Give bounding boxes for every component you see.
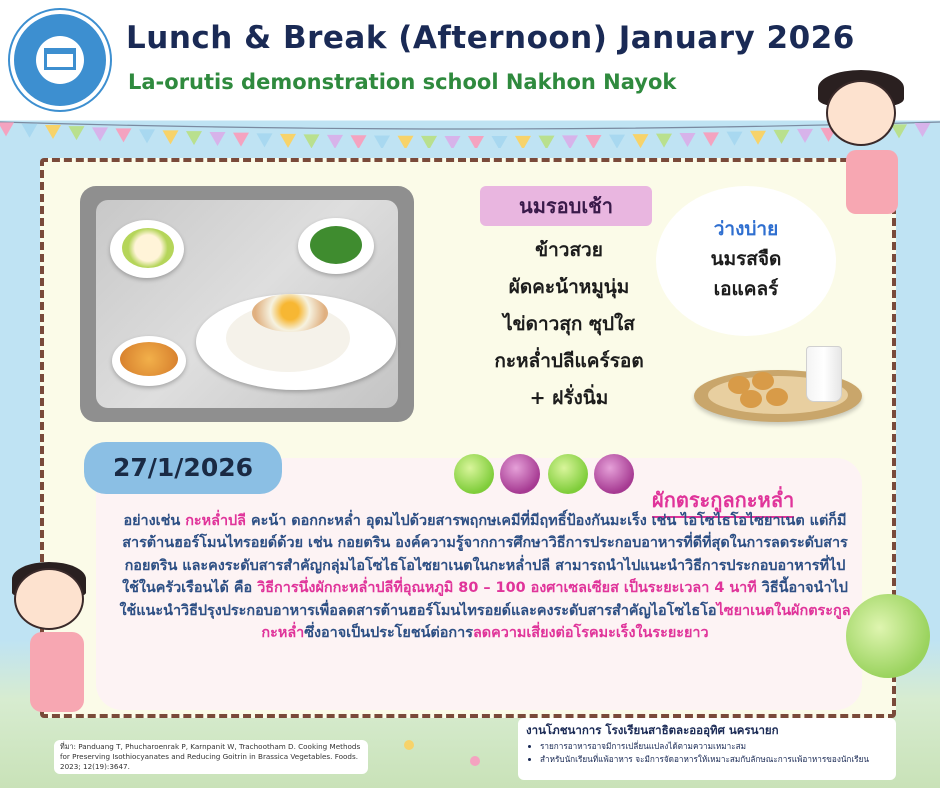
lunch-menu-list (462, 232, 676, 417)
bunting-flag (797, 129, 813, 143)
bunting-flag (703, 132, 719, 146)
bunting-flag (0, 122, 14, 136)
eclair-image (752, 372, 774, 390)
bunting-flag (351, 135, 367, 148)
bunting-flag (327, 135, 343, 148)
bunting-flag (233, 133, 249, 147)
purple-cabbage-icon (500, 454, 540, 494)
bunting-flag (421, 136, 437, 148)
menu-item: + ฝรั่งนิ่ม (529, 387, 609, 409)
bunting-flag (562, 135, 578, 148)
bunting-flag (515, 136, 531, 148)
bunting-flag (492, 136, 508, 148)
text-run: คะน้า ดอกกะหล่ำ อุดมไปด้วยสารพฤกษเคมีที่มีฤทธิ์ป้องกันมะเร็ง เช่น ไอโซไธโอไซยาเนต แต่ก็มีสารต้านฮอร์โมนไทรอยด์ด้วย เช่น กอยตริน องค์ความรู้จากการศึกษาวิธีการประกอบอาหารที่ดีที่สุดในการลดระดับสารกอยตริน และคงระดับสารสำคัญกลุ่มไอโซไธโอไซยาเนตในกะหล่ำปลี สามารถนำไปแนะนำวิธีการประกอบอาหารที่ไปใช้ในครัวเรือนได้ คือ (122, 513, 848, 597)
bunting-flag (45, 125, 61, 139)
bunting-flag (257, 133, 273, 147)
bunting-flag (727, 132, 743, 146)
fried-egg-image (252, 294, 328, 332)
bunting-flag (374, 136, 390, 148)
bunting-flag (750, 131, 766, 145)
house-icon (44, 48, 76, 70)
menu-item: ไข่ดาวสุก ซุปใส (503, 313, 635, 335)
clear-soup-image (120, 342, 178, 376)
bunting-flag (586, 135, 602, 148)
text-run: วิธีนี้อาจนำไปใช้แนะนำวิธีปรุงประกอบอาหารเพื่อลดสารต้านฮอร์โมนไทรอยด์และคงระดับสารสำคัญไอโซไธโอ (119, 580, 848, 619)
page-subtitle: La-orutis demonstration school Nakhon Nayok (128, 70, 677, 94)
bunting-flag (398, 136, 414, 148)
highlight-text: ไซยาเนตในผักตระกูลกะหล่ำ (261, 602, 851, 642)
reference-note: ที่มา: Panduang T, Phucharoenrak P, Karnpanit W, Trachootham D. Cooking Methods for Preserving Isothiocyanates and Reducing Goitrin in Brassica Vegetables. Foods. 2023; 12(19):3647. (54, 740, 368, 774)
bunting-flag (116, 128, 132, 142)
morning-milk-tag: นมรอบเช้า (480, 186, 652, 226)
menu-date: 27/1/2026 (84, 442, 282, 494)
flower-icon (470, 756, 480, 766)
snack-item: เอแคลร์ (713, 278, 779, 300)
bunting-flag (280, 134, 296, 148)
bunting-flag (680, 133, 696, 147)
purple-cabbage-icon (594, 454, 634, 494)
menu-item: ข้าวสวย (535, 239, 603, 261)
bunting-flag (69, 126, 85, 140)
stir-fried-kale-image (310, 226, 362, 264)
afternoon-snack-tag: ว่างบ่าย (713, 218, 779, 240)
bunting-flag (539, 136, 555, 148)
highlight-text: วิธีการนึ่งผักกะหล่ำปลีที่อุณหภูมิ 80 – 100 องศาเซลเซียส เป็นระยะเวลา 4 นาที (257, 580, 757, 597)
bunting-decoration (0, 118, 940, 148)
cabbage-character-icon (846, 594, 930, 678)
bunting-flag (915, 123, 931, 137)
bunting-flag (304, 134, 320, 148)
highlight-text: กะหล่ำปลี (185, 513, 246, 529)
green-cabbage-icon (548, 454, 588, 494)
highlight-text: ลดความเสี่ยงต่อโรคมะเร็งในระยะยาว (472, 625, 709, 642)
page-title: Lunch & Break (Afternoon) January 2026 (126, 20, 855, 56)
credit-note: • สำหรับนักเรียนที่แพ้อาหาร จะมีการจัดอาหารให้เหมาะสมกับลักษณะการแพ้อาหารของนักเรียน (540, 753, 888, 766)
bunting-flag (633, 134, 649, 148)
bunting-flag (139, 129, 155, 143)
snack-list (662, 244, 830, 304)
menu-item: กะหล่ำปลีแคร์รอต (494, 350, 644, 372)
girl-character-face (826, 80, 896, 146)
info-paragraph (118, 510, 852, 644)
flower-icon (404, 740, 414, 750)
green-cabbage-icon (454, 454, 494, 494)
menu-item: ผัดคะน้าหมูนุ่ม (508, 276, 630, 298)
credit-note: • รายการอาหารอาจมีการเปลี่ยนแปลงได้ตามความเหมาะสม (540, 740, 888, 753)
girl-character-body (846, 150, 898, 214)
bunting-flag (163, 130, 179, 144)
bunting-flag (468, 136, 484, 148)
school-logo (10, 10, 110, 110)
boy-character-body (30, 632, 84, 712)
eclair-image (740, 390, 762, 408)
boy-character-face (14, 568, 84, 630)
text-run: อย่างเช่น (123, 513, 186, 529)
bunting-flag (186, 131, 202, 145)
credit-notes (540, 740, 888, 766)
bunting-flag (774, 130, 790, 144)
bunting-flag (656, 134, 672, 148)
guava-image (122, 228, 174, 268)
bunting-flag (22, 124, 38, 138)
topic-heading: ผักตระกูลกะหล่ำ (652, 484, 794, 518)
eclair-image (766, 388, 788, 406)
bunting-flag (445, 136, 461, 148)
bunting-flag (891, 124, 907, 138)
bunting-flag (609, 135, 625, 148)
bunting-flag (92, 127, 108, 141)
credit-box (518, 718, 896, 780)
milk-glass-image (806, 346, 842, 402)
credit-title: งานโภชนาการ โรงเรียนสาธิตละอออุทิศ นครนายก (526, 723, 779, 737)
text-run: ซึ่งอาจเป็นประโยชน์ต่อการ (304, 625, 473, 642)
snack-item: นมรสจืด (710, 248, 782, 270)
bunting-flag (210, 132, 226, 146)
